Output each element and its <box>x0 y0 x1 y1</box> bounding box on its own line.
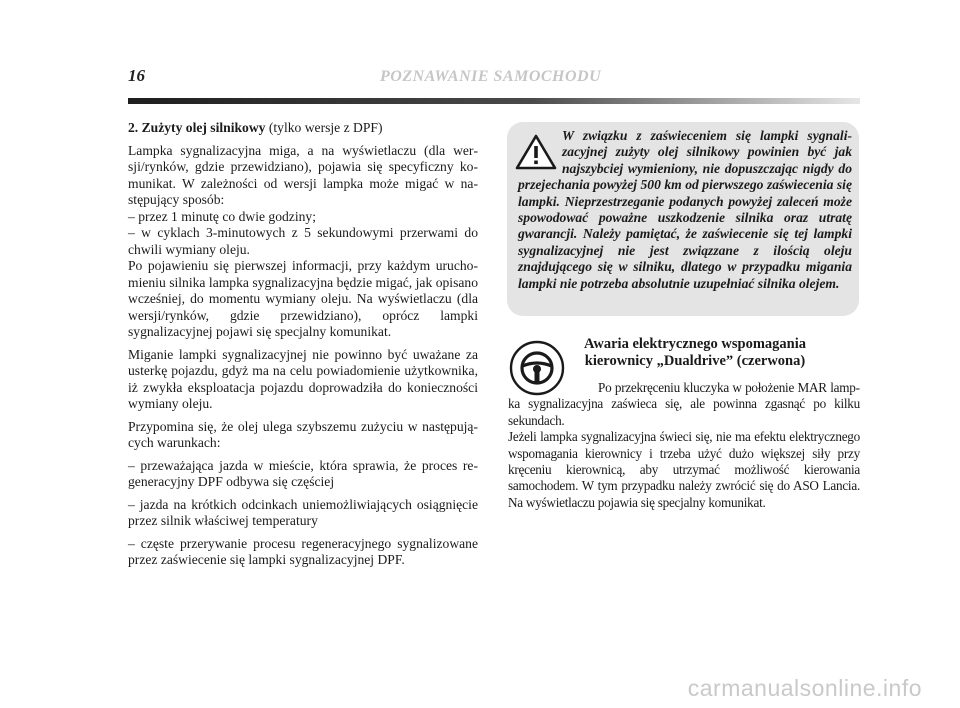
oil-list-item: – w cyklach 3-minutowych z 5 sekundowymi przerwami do chwili wymiany oleju. <box>128 225 478 257</box>
oil-heading-note: (tylko wersje z DPF) <box>265 120 383 135</box>
warning-text <box>518 128 852 292</box>
oil-list-item: – przeważająca jazda w mieście, która sprawia, że proces regeneracyjny DPF odbywa się częściej <box>128 457 478 489</box>
power-steering-title-line2: kierownicy „Dualdrive” (czerwona) <box>584 353 806 369</box>
oil-heading <box>128 120 478 137</box>
power-steering-title-line1: Awaria elektrycznego wspomagania <box>583 336 807 352</box>
oil-paragraph: Przypomina się, że olej ulega szybszemu zużyciu w następujących warunkach: <box>128 418 478 450</box>
power-steering-paragraph: Po przekręceniu kluczyka w położenie MAR lampka sygnalizacyjna zaświeca się, ale powinna zgasnąć po kilku sekundach. <box>508 380 860 428</box>
power-steering-paragraph: Jeżeli lampka sygnalizacyjna świeci się, nie ma efektu elektrycznego wspomagania kierownicy i trzeba użyć dużo większej siły przy kręceniu kierownicą, aby utrzymać możliwość kierowania samochodem. W tym przypadku należy zwrócić się do ASO Lancia. Na wyświetlaczu pojawia się specjalny komunikat. <box>508 429 860 510</box>
oil-paragraph: Lampka sygnalizacyjna miga, a na wyświetlaczu (dla wersji/rynków, gdzie przewidziano), pojawia się specyficzny komunikat. W zależności od wersji lampka może migać w następujący sposób: <box>128 142 478 207</box>
header-rule <box>128 98 860 104</box>
watermark: carmanualsonline.info <box>687 675 922 701</box>
oil-list-item: – jazda na krótkich odcinkach uniemożliwiających osiągnięcie przez silnik właściwej temperatury <box>128 496 478 528</box>
warning-text-content: W związku z zaświeceniem się lampki sygnalizacyjnej zużyty olej silnikowy powinien być jak najszybciej wymieniony, nie dopuszczając nigdy do przejechania powyżej 500 km od pierwszego zaświecenia się lampki. Nieprzestrzeganie podanych powyżej zaleceń może spowodować poważne uszkodzenie silnika oraz utratę gwarancji. Należy pamiętać, że zaświecenie się tej lampki sygnalizacyjnej nie jest związzane z ilością oleju znajdującego się w silniku, dlatego w przypadku migania lampki nie potrzeba absolutnie uzupełniać silnika olejem. <box>518 128 852 291</box>
section-title: POZNAWANIE SAMOCHODU <box>380 68 602 85</box>
power-steering-title <box>575 336 815 370</box>
oil-heading-bold: 2. Zużyty olej silnikowy <box>128 120 266 135</box>
oil-list-item: – przez 1 minutę co dwie godziny; <box>128 208 316 224</box>
oil-paragraph: Miganie lampki sygnalizacyjnej nie powinno być uważane za usterkę pojazdu, gdyż ma na celu powiadomienie użytkownika, iż zwykła eksploatacja pojazdu doprowadziła do konieczności wymiany oleju. <box>128 346 478 411</box>
oil-paragraph: Po pojawieniu się pierwszej informacji, przy każdym uruchomieniu silnika lampka sygnalizacyjna będzie migać, jak opisano wcześniej, do momentu wymiany oleju. Na wyświetlaczu (dla wersji/rynków, gdzie przewidziano), oprócz lampki sygnalizacyjnej pojawi się specjalny komunikat. <box>128 258 478 339</box>
left-column <box>128 120 478 575</box>
oil-list-item: – częste przerywanie procesu regeneracyjnego sygnalizowane przez zaświecenie się lampki sygnalizacyjnej DPF. <box>128 535 478 567</box>
power-steering-body <box>508 380 860 511</box>
page-number: 16 <box>128 66 145 85</box>
